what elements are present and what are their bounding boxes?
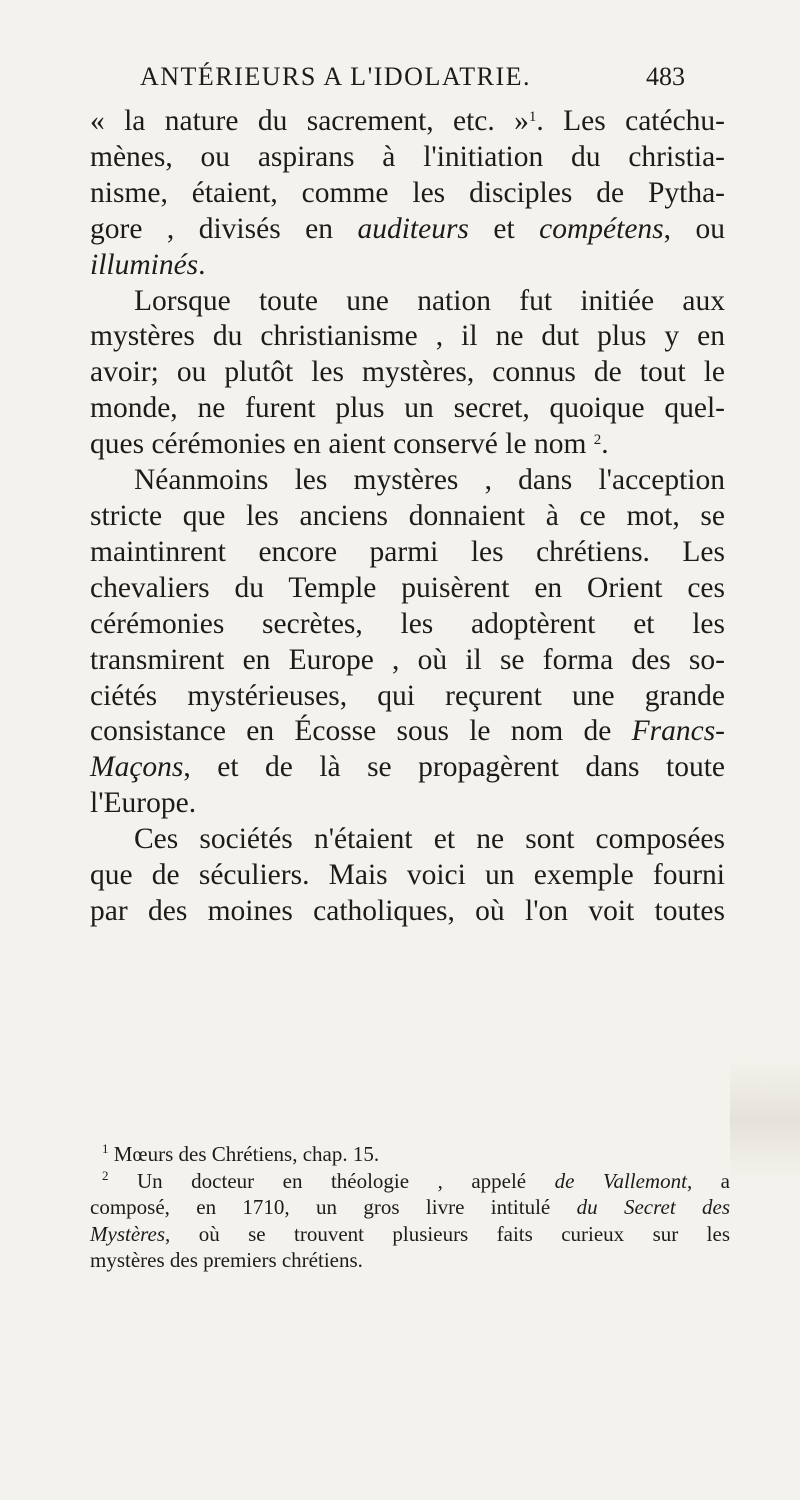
paragraph-2	[90, 284, 725, 464]
text-line: gore , divisés en auditeurs et compétens, ou	[90, 212, 725, 245]
italic-term: Mystères	[90, 1221, 166, 1246]
text-line: avoir; ou plutôt les mystères, connus de tout le	[90, 356, 725, 389]
footnote-2-line: mystères des premiers chrétiens.	[90, 1248, 363, 1272]
footnote-2-line: Mystères, où se trouvent plusieurs faits curieux sur les	[90, 1221, 730, 1246]
footnote-1: $^1$ Mœurs des Chrétiens, chap. 15.	[102, 1141, 380, 1166]
footnote-2: $^2$ Un docteur en théologie , appelé de Vallemont, a	[102, 1167, 731, 1193]
page-smudge	[730, 1060, 800, 1180]
text-line: que de séculiers. Mais voici un exemple fourni	[90, 859, 725, 892]
paragraph-1	[90, 104, 725, 284]
text-line: nisme, étaient, comme les disciples de Pytha-	[90, 176, 725, 209]
text-line: Ces sociétés n'étaient et ne sont composées	[134, 823, 725, 856]
running-title: ANTÉRIEURS A L'IDOLATRIE.	[140, 62, 532, 91]
text-line: transmirent en Europe , où il se forma des so-	[90, 643, 725, 676]
main-text	[90, 104, 725, 930]
italic-term: de Vallemont	[554, 1168, 687, 1193]
text-line: ques cérémonies en aient conservé le nom $^2$.	[90, 428, 609, 461]
footnote-number: 1	[102, 1141, 109, 1156]
footnotes	[90, 1141, 730, 1274]
footnote-2-line: composé, en 1710, un gros livre intitulé du Secret des	[90, 1195, 731, 1219]
paragraph-3	[90, 463, 725, 822]
italic-term: compétens	[539, 212, 664, 245]
text-line: mènes, ou aspirans à l'initiation du christia-	[90, 140, 725, 173]
text-line: mystères du christianisme , il ne dut plus y en	[90, 320, 725, 353]
text-line: chevaliers du Temple puisèrent en Orient ces	[90, 571, 725, 604]
footnote-ref: 2	[593, 432, 602, 449]
text-line: monde, ne furent plus un secret, quoique quel-	[90, 392, 725, 425]
italic-term: auditeurs	[357, 212, 469, 245]
text-line: l'Europe.	[90, 787, 197, 820]
text-line: Lorsque toute une nation fut initiée aux	[134, 284, 725, 317]
italic-term: Maçons	[90, 751, 184, 784]
paragraph-4	[90, 822, 725, 930]
text-line: consistance en Écosse sous le nom de Francs-	[90, 715, 726, 748]
text-line: « la nature du sacrement, etc. »$^1$. Les catéchu-	[90, 105, 725, 137]
text-line: maintinrent encore parmi les chrétiens. Les	[90, 535, 725, 568]
text-line: stricte que les anciens donnaient à ce mot, se	[90, 499, 725, 532]
italic-term: Francs-	[631, 715, 726, 748]
italic-term: illuminés	[90, 248, 199, 281]
footnote-ref: 1	[528, 109, 537, 125]
text-line: ciétés mystérieuses, qui reçurent une grande	[90, 679, 725, 712]
text-line: Maçons, et de là se propagèrent dans toute	[90, 751, 725, 784]
text-line: illuminés.	[90, 248, 206, 281]
text-line: par des moines catholiques, où l'on voit toutes	[90, 894, 725, 927]
page-number: 483	[646, 62, 685, 91]
text-line: Néanmoins les mystères , dans l'acception	[134, 464, 725, 497]
running-head	[140, 62, 685, 102]
text-line: cérémonies secrètes, les adoptèrent et les	[90, 607, 725, 640]
italic-term: du Secret des	[576, 1195, 731, 1219]
footnote-number: 2	[102, 1167, 109, 1183]
